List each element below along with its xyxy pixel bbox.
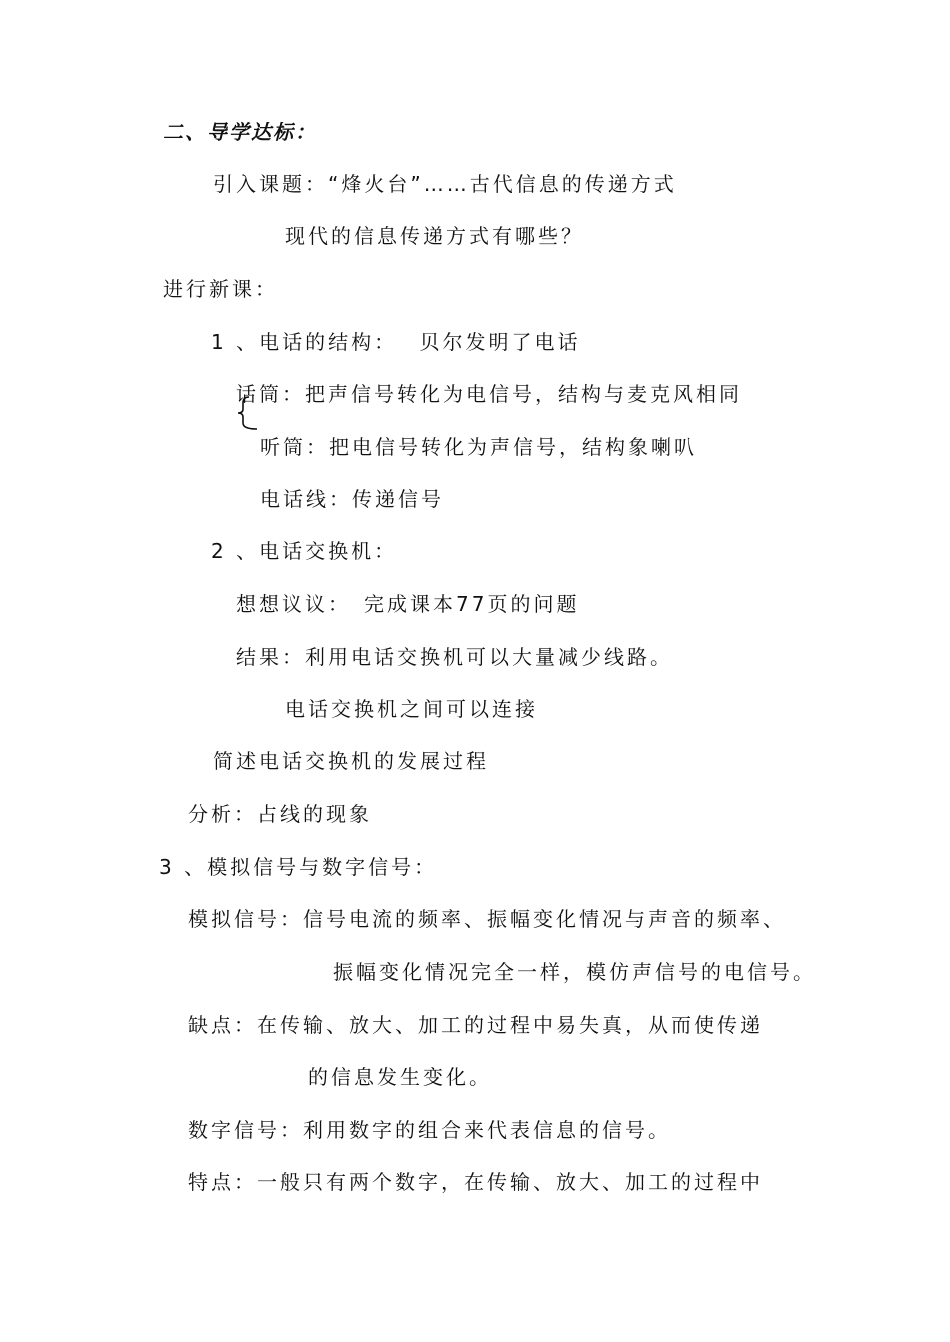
item-3-heading: 3 、模拟信号与数字信号： xyxy=(159,855,438,879)
digital-signal-line: 数字信号：利用数字的组合来代表信息的信号。 xyxy=(188,1118,671,1142)
history-line: 简述电话交换机的发展过程 xyxy=(213,749,489,773)
new-lesson-line: 进行新课： xyxy=(163,277,278,301)
analog-signal-line-2: 振幅变化情况完全一样，模仿声信号的电信号。 xyxy=(333,960,816,984)
drawback-line-2: 的信息发生变化。 xyxy=(308,1065,492,1089)
mouthpiece-line: 话筒：把声信号转化为电信号，结构与麦克风相同 xyxy=(236,382,742,406)
think-discuss-line: 想想议议： 完成课本77页的问题 xyxy=(236,592,580,616)
section-heading: 二、导学达标： xyxy=(163,120,317,144)
drawback-line-1: 缺点：在传输、放大、加工的过程中易失真，从而使传递 xyxy=(188,1013,763,1037)
exchange-connect-line: 电话交换机之间可以连接 xyxy=(285,697,538,721)
phone-line-line: 电话线：传递信号 xyxy=(260,487,444,511)
item-1-heading: 1 、电话的结构： 贝尔发明了电话 xyxy=(211,330,581,354)
intro-topic-line: 引入课题：“烽火台”……古代信息的传递方式 xyxy=(213,172,677,196)
item-2-heading: 2 、电话交换机： xyxy=(211,539,398,563)
modern-question-line: 现代的信息传递方式有哪些？ xyxy=(285,224,584,248)
earpiece-line: 听筒：把电信号转化为声信号，结构象喇叭 xyxy=(260,435,697,459)
feature-line: 特点：一般只有两个数字，在传输、放大、加工的过程中 xyxy=(188,1170,763,1194)
analog-signal-line-1: 模拟信号：信号电流的频率、振幅变化情况与声音的频率、 xyxy=(188,907,786,931)
analysis-line: 分析：占线的现象 xyxy=(188,802,372,826)
result-line: 结果：利用电话交换机可以大量减少线路。 xyxy=(236,645,673,669)
curly-brace-icon xyxy=(235,395,261,431)
